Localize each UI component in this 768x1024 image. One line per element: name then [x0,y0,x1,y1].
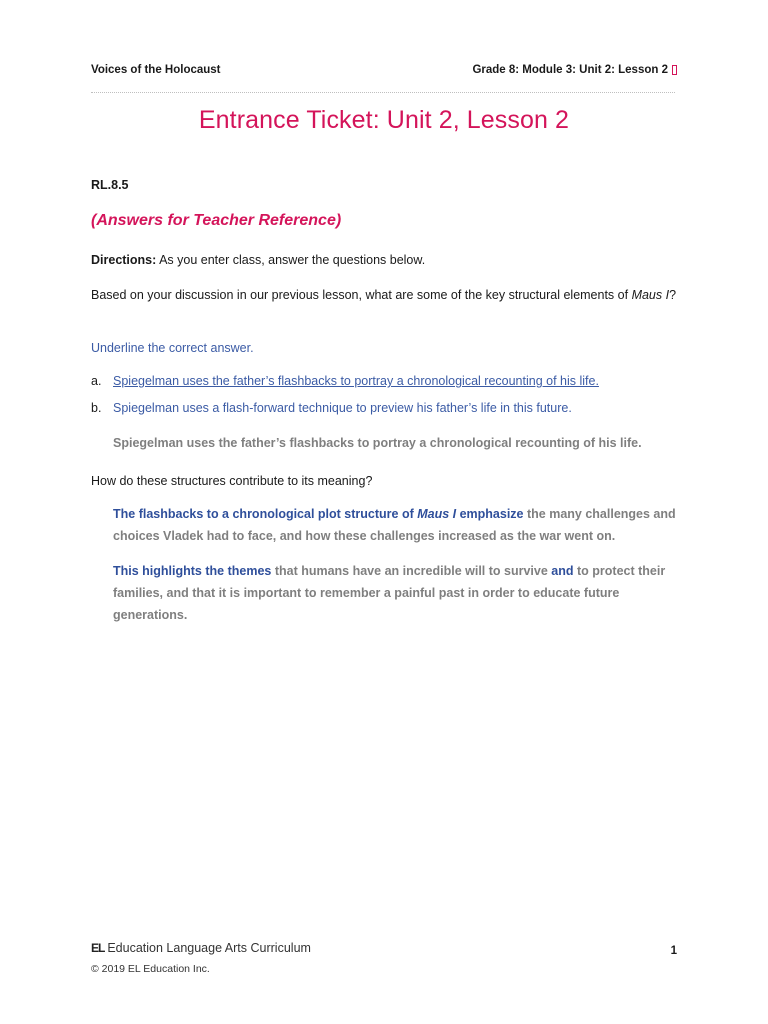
answer-2-theme-and: and [551,564,574,578]
el-logo-icon: EL [91,941,105,955]
footer-copyright: © 2019 EL Education Inc. [91,963,210,975]
footer-logo [91,941,311,955]
footer-curriculum-name: Education Language Arts Curriculum [107,941,311,955]
answer-1: Spiegelman uses the father’s flashbacks to portray a chronological recounting of his life. [113,436,642,450]
page-number: 1 [670,945,677,957]
header-lesson-label: Grade 8: Module 3: Unit 2: Lesson 2 [472,64,668,76]
answer-2-title: Maus I [417,507,457,521]
answer-2-theme-end: to protect their families, and that it is important to remember a painful past in order to educate future generations. [113,564,666,622]
answer-2-paragraph-2 [113,560,683,626]
header-marker-icon [672,65,677,75]
header-lesson-info [472,64,677,76]
option-a-label: a. [91,374,102,388]
option-b-text: Spiegelman uses a flash-forward technique to preview his father’s life in this future. [113,401,572,415]
underline-instruction: Underline the correct answer. [91,341,254,355]
answer-2-theme-text: that humans have an incredible will to survive [271,564,552,578]
answer-2-paragraph-1 [113,503,683,547]
directions [91,251,691,269]
teacher-reference-note: (Answers for Teacher Reference) [91,212,342,229]
directions-label: Directions: [91,253,157,267]
directions-text: As you enter class, answer the questions below. [156,253,426,267]
question-1 [91,286,691,304]
option-b-label: b. [91,401,102,415]
answer-2-theme-lead: This highlights the themes [113,564,272,578]
option-b [91,401,691,415]
option-a [91,374,691,388]
question-1-text: Based on your discussion in our previous lesson, what are some of the key structural elements of [91,288,632,302]
header-module-title: Voices of the Holocaust [91,64,221,76]
option-a-text: Spiegelman uses the father’s flashbacks to portray a chronological recounting of his life. [113,374,599,388]
question-1-end: ? [669,288,677,302]
answer-2-text: the many challenges and choices Vladek had to face, and how these challenges increased as the war went on. [113,507,676,543]
answer-2-emphasis-end: emphasize [456,507,524,521]
answer-2-emphasis: The flashbacks to a chronological plot structure of [113,507,418,521]
page-title: Entrance Ticket: Unit 2, Lesson 2 [198,106,570,134]
question-2: How do these structures contribute to its meaning? [91,474,373,488]
standard-code: RL.8.5 [91,178,129,192]
question-1-title: Maus I [631,288,670,302]
header-divider [91,92,675,93]
